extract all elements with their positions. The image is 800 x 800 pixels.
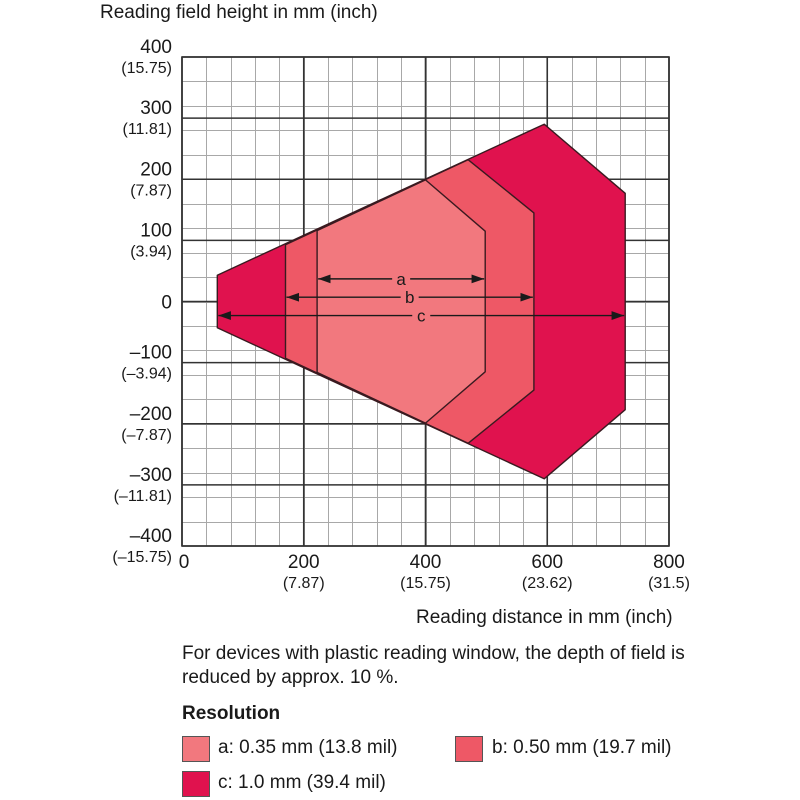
y-tick-label: –300 — [129, 464, 172, 486]
x-axis-label: Reading distance in mm (inch) — [416, 607, 673, 628]
dimension-label-b: b — [404, 288, 415, 308]
x-tick-inch-label: (15.75) — [400, 575, 451, 592]
y-tick-label: –200 — [129, 403, 172, 425]
y-axis-label: Reading field height in mm (inch) — [100, 2, 378, 23]
y-tick-label: –100 — [129, 342, 172, 364]
legend-swatch-c — [182, 771, 210, 797]
dimension-label-a: a — [396, 269, 406, 289]
y-tick-inch-label: (–7.87) — [121, 426, 172, 444]
x-tick-label: 600 — [531, 552, 564, 573]
x-tick-inch-label: (23.62) — [521, 575, 573, 592]
y-tick-inch-label: (15.75) — [121, 60, 172, 77]
legend-label-c: c: 1.0 mm (39.4 mil) — [218, 772, 386, 793]
y-tick-label: 200 — [140, 159, 172, 181]
y-tick-label: 400 — [140, 37, 172, 58]
y-tick-label: 300 — [140, 98, 172, 120]
y-tick-inch-label: (7.87) — [130, 182, 172, 200]
legend-title: Resolution — [182, 703, 281, 724]
legend-label-b: b: 0.50 mm (19.7 mil) — [492, 737, 672, 758]
x-tick-label: 0 — [178, 552, 190, 573]
y-tick-label: 100 — [140, 220, 172, 242]
x-tick-inch-label: (7.87) — [282, 575, 325, 592]
dimension-label-c: c — [416, 306, 426, 326]
legend-swatch-a — [182, 736, 210, 762]
y-tick-inch-label: (–11.81) — [113, 487, 172, 505]
y-tick-label: –400 — [129, 526, 172, 547]
x-tick-label: 400 — [409, 552, 442, 573]
y-tick-inch-label: (3.94) — [130, 243, 172, 261]
legend-swatch-b — [455, 736, 483, 762]
y-tick-label: 0 — [161, 292, 172, 314]
x-tick-label: 200 — [287, 552, 320, 573]
x-tick-label: 800 — [653, 552, 685, 573]
plastic-window-note: For devices with plastic reading window, the depth of field is reduced by approx. 10 %. — [182, 643, 685, 688]
reading-field-region-a — [317, 180, 485, 423]
y-tick-inch-label: (11.81) — [122, 121, 172, 139]
legend-label-a: a: 0.35 mm (13.8 mil) — [218, 737, 398, 758]
y-tick-inch-label: (–15.75) — [112, 549, 172, 566]
x-tick-inch-label: (31.5) — [648, 575, 690, 592]
y-tick-inch-label: (–3.94) — [121, 365, 172, 383]
